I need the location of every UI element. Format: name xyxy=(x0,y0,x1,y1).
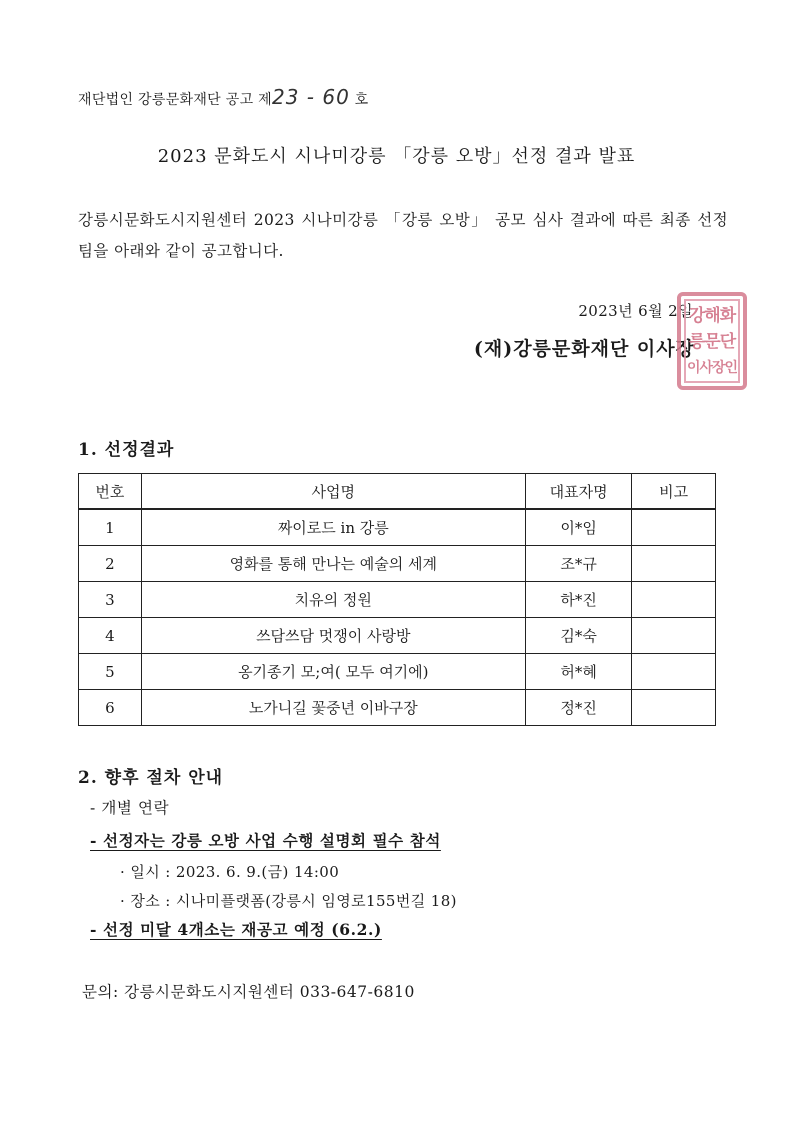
notice-prefix: 재단법인 강릉문화재단 공고 제 xyxy=(78,92,272,108)
cell-representative: 정*진 xyxy=(525,690,632,726)
column-header-note: 비고 xyxy=(632,474,716,510)
briefing-datetime: · 일시 : 2023. 6. 9.(금) 14:00 xyxy=(120,863,340,881)
table-row xyxy=(79,582,716,618)
cell-note xyxy=(632,546,716,582)
briefing-location: · 장소 : 시나미플랫폼(강릉시 임영로155번길 18) xyxy=(120,892,457,910)
cell-note xyxy=(632,654,716,690)
section-2-heading: 2. 향후 절차 안내 xyxy=(78,768,224,788)
cell-number: 5 xyxy=(79,654,142,690)
cell-note xyxy=(632,618,716,654)
cell-representative: 허*혜 xyxy=(525,654,632,690)
cell-note xyxy=(632,509,716,546)
seal-line-1: 강해화 xyxy=(688,306,736,326)
selection-result-table xyxy=(78,473,716,726)
cell-note xyxy=(632,690,716,726)
notice-suffix: 호 xyxy=(349,92,369,108)
column-header-project-name: 사업명 xyxy=(141,474,525,510)
cell-project-name: 옹기종기 모;여( 모두 여기에) xyxy=(141,654,525,690)
cell-number: 6 xyxy=(79,690,142,726)
table-header-row xyxy=(79,474,716,510)
handwritten-notice-number: 23 - 60 xyxy=(271,85,350,109)
seal-line-2: 릉문단 xyxy=(688,332,736,352)
cell-number: 3 xyxy=(79,582,142,618)
table-row xyxy=(79,654,716,690)
document-title: 2023 문화도시 시나미강릉 「강릉 오방」선정 결과 발표 xyxy=(157,146,636,167)
cell-project-name: 짜이로드 in 강릉 xyxy=(141,509,525,546)
cell-representative: 조*규 xyxy=(525,546,632,582)
cell-number: 4 xyxy=(79,618,142,654)
cell-note xyxy=(632,582,716,618)
procedure-item-briefing: - 선정자는 강릉 오방 사업 수행 설명회 필수 참석 xyxy=(90,831,441,850)
column-header-number: 번호 xyxy=(79,474,142,510)
cell-project-name: 쓰담쓰담 멋쟁이 사랑방 xyxy=(141,618,525,654)
announcement-body: 강릉시문화도시지원센터 2023 시나미강릉 「강릉 오방」 공모 심사 결과에 따른 최종 선정 팀을 아래와 같이 공고합니다. xyxy=(78,211,728,260)
cell-number: 2 xyxy=(79,546,142,582)
procedure-item-reannouncement: - 선정 미달 4개소는 재공고 예정 (6.2.) xyxy=(90,920,382,939)
table-row xyxy=(79,546,716,582)
cell-number: 1 xyxy=(79,509,142,546)
notice-number-line xyxy=(78,85,368,109)
contact-info: 문의: 강릉시문화도시지원센터 033-647-6810 xyxy=(82,983,415,1001)
cell-representative: 하*진 xyxy=(525,582,632,618)
cell-representative: 이*임 xyxy=(525,509,632,546)
cell-project-name: 노가니길 꽃중년 이바구장 xyxy=(141,690,525,726)
section-1-heading: 1. 선정결과 xyxy=(78,440,175,460)
column-header-representative: 대표자명 xyxy=(525,474,632,510)
procedure-item-contact: - 개별 연락 xyxy=(90,799,170,817)
official-seal-stamp xyxy=(677,292,747,390)
cell-project-name: 영화를 통해 만나는 예술의 세계 xyxy=(141,546,525,582)
issuer-name: (재)강릉문화재단 이사장 xyxy=(473,338,695,360)
announcement-date: 2023년 6월 2일 xyxy=(578,302,693,320)
seal-line-3: 이사장인 xyxy=(686,360,738,376)
cell-representative: 김*숙 xyxy=(525,618,632,654)
table-row xyxy=(79,509,716,546)
table-row xyxy=(79,690,716,726)
cell-project-name: 치유의 정원 xyxy=(141,582,525,618)
table-row xyxy=(79,618,716,654)
